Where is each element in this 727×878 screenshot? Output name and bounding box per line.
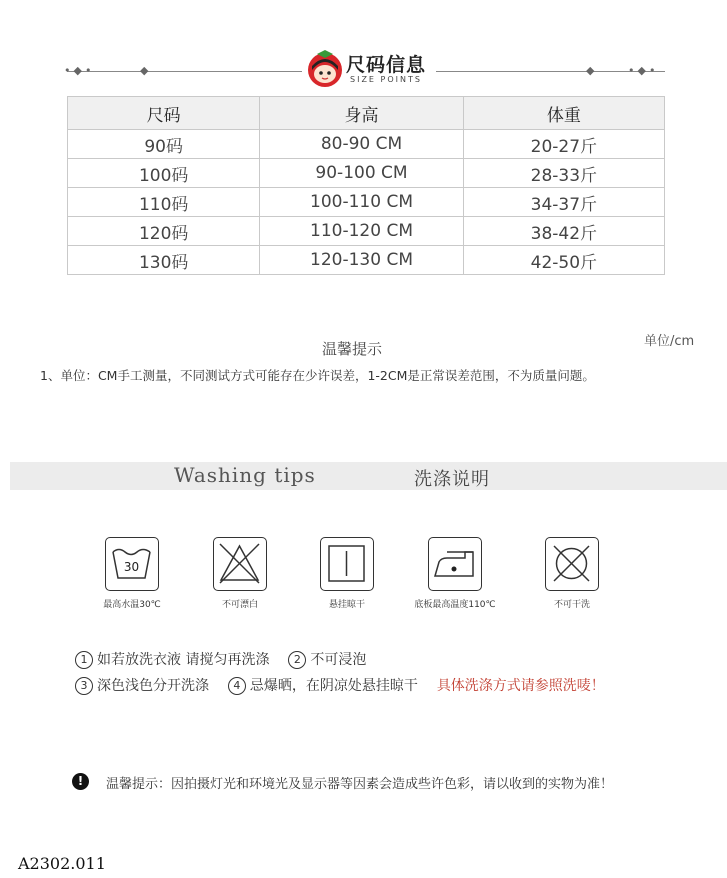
wash-30-caption: 最高水温30℃ (103, 600, 161, 610)
no-bleach-icon (213, 537, 267, 591)
no-dry-clean-icon (545, 537, 599, 591)
cell-height: 90-100 CM (260, 159, 463, 188)
cell-size: 100码 (68, 159, 260, 188)
table-row (68, 130, 665, 159)
tips-line-1: 1、单位：CM手工测量，不同测试方式可能存在少许误差，1-2CM是正常误差范围，不为质量问题。 (40, 368, 595, 383)
note-number-2: 2 (288, 651, 306, 669)
cell-height: 110-120 CM (260, 217, 463, 246)
table-row (68, 246, 665, 275)
wash-temp-label: 30 (123, 560, 140, 574)
column-header-height: 身高 (260, 97, 463, 130)
iron-caption: 底板最高温度110℃ (414, 600, 496, 610)
care-note-line-2 (75, 675, 605, 695)
table-header-row (68, 97, 665, 130)
cell-size: 110码 (68, 188, 260, 217)
cell-weight: 42-50斤 (463, 246, 664, 275)
cell-weight: 20-27斤 (463, 130, 664, 159)
tips-title: 温馨提示 (322, 340, 383, 358)
unit-label: 单位/cm (644, 334, 695, 349)
size-table (67, 96, 665, 275)
header-subtitle: SIZE POINTS (350, 75, 422, 84)
care-note-3: 深色浅色分开洗涤 (97, 678, 209, 694)
cell-weight: 34-37斤 (463, 188, 664, 217)
cell-size: 130码 (68, 246, 260, 275)
care-note-1: 如若放洗衣液 请搅匀再洗涤 (97, 652, 270, 668)
no-dry-clean-caption: 不可干洗 (553, 600, 590, 610)
no-bleach-caption: 不可漂白 (221, 600, 258, 610)
column-header-size: 尺码 (68, 97, 260, 130)
warning-icon: ! (72, 773, 89, 790)
hang-dry-caption: 悬挂晾干 (328, 600, 365, 610)
washing-title-cn: 洗涤说明 (414, 469, 490, 490)
header-right-ornament: •◆• (628, 64, 659, 77)
cell-weight: 38-42斤 (463, 217, 664, 246)
washing-band (10, 462, 727, 490)
care-note-line-1 (75, 649, 366, 669)
header-left-ornament: •◆• (64, 64, 95, 77)
care-note-2: 不可浸泡 (310, 652, 367, 668)
cell-size: 120码 (68, 217, 260, 246)
washing-title-en: Washing tips (174, 463, 316, 487)
cell-height: 100-110 CM (260, 188, 463, 217)
header-title: 尺码信息 (346, 54, 427, 76)
note-number-4: 4 (228, 677, 246, 695)
table-row (68, 217, 665, 246)
header-logo (306, 48, 432, 90)
mascot-icon (306, 48, 344, 88)
note-number-1: 1 (75, 651, 93, 669)
header-left-ornament-2: ◆ (140, 64, 152, 77)
warning-text: 温馨提示：因拍摄灯光和环境光及显示器等因素会造成些许色彩，请以收到的实物为准！ (106, 777, 614, 792)
header-right-ornament-2: ◆ (586, 64, 598, 77)
care-note-4: 忌爆晒，在阴凉处悬挂晾干 (249, 678, 418, 694)
iron-icon (428, 537, 482, 591)
cell-weight: 28-33斤 (463, 159, 664, 188)
note-number-3: 3 (75, 677, 93, 695)
column-header-weight: 体重 (463, 97, 664, 130)
cell-height: 80-90 CM (260, 130, 463, 159)
care-note-highlight: 具体洗涤方式请参照洗唛！ (436, 678, 605, 694)
table-row (68, 159, 665, 188)
table-row (68, 188, 665, 217)
cell-size: 90码 (68, 130, 260, 159)
wash-30-icon (105, 537, 159, 591)
product-code: A2302.011 (18, 854, 106, 873)
cell-height: 120-130 CM (260, 246, 463, 275)
header-left-line (67, 71, 302, 72)
hang-dry-icon (320, 537, 374, 591)
